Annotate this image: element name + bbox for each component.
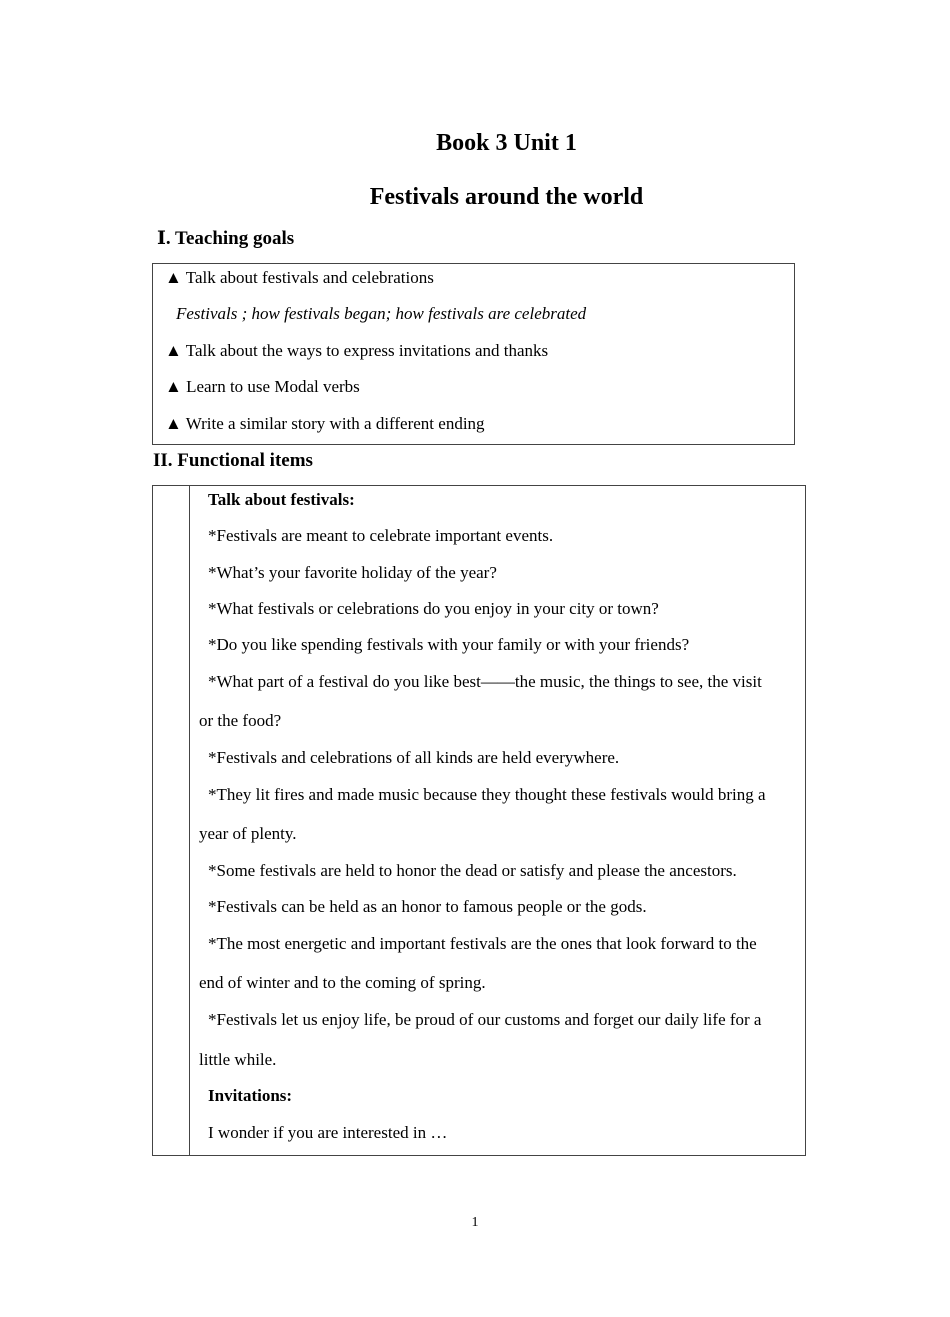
content-line: *What part of a festival do you like best——the music, the things to see, the visit bbox=[208, 672, 762, 691]
document-title: Book 3 Unit 1 bbox=[436, 130, 577, 156]
goal-item: ▲ Learn to use Modal verbs bbox=[165, 377, 360, 396]
content-line: *Some festivals are held to honor the dead or satisfy and please the ancestors. bbox=[208, 861, 737, 880]
content-line: I wonder if you are interested in … bbox=[208, 1123, 448, 1142]
functional-items-table bbox=[152, 485, 806, 1156]
content-line: year of plenty. bbox=[199, 824, 297, 843]
content-line: *They lit fires and made music because they thought these festivals would bring a bbox=[208, 785, 766, 804]
page-number: 1 bbox=[471, 1215, 479, 1230]
goal-item: ▲ Write a similar story with a different ending bbox=[165, 414, 485, 433]
content-line: *Festivals and celebrations of all kinds are held everywhere. bbox=[208, 748, 620, 767]
teaching-goals-box bbox=[152, 263, 795, 445]
content-line: little while. bbox=[199, 1050, 277, 1069]
content-line: *Festivals can be held as an honor to famous people or the gods. bbox=[208, 897, 647, 916]
subheading-talk-about-festivals: Talk about festivals: bbox=[208, 490, 355, 509]
content-line: end of winter and to the coming of spring. bbox=[199, 973, 486, 992]
section-heading-functional-items: II. Functional items bbox=[153, 450, 313, 471]
subheading-invitations: Invitations: bbox=[208, 1086, 293, 1105]
content-line: or the food? bbox=[199, 711, 282, 730]
table-column-divider bbox=[189, 486, 190, 1155]
section-heading-teaching-goals: Ⅰ. Teaching goals bbox=[157, 228, 295, 249]
content-line: *What’s your favorite holiday of the year? bbox=[208, 563, 497, 582]
content-line: *The most energetic and important festivals are the ones that look forward to the bbox=[208, 934, 757, 953]
content-line: *Festivals let us enjoy life, be proud of our customs and forget our daily life for a bbox=[208, 1010, 762, 1029]
document-subtitle: Festivals around the world bbox=[369, 184, 644, 210]
goal-item: ▲ Talk about festivals and celebrations bbox=[165, 268, 434, 287]
goal-item: ▲ Talk about the ways to express invitations and thanks bbox=[165, 341, 549, 360]
content-line: *What festivals or celebrations do you enjoy in your city or town? bbox=[208, 599, 659, 618]
content-line: *Festivals are meant to celebrate important events. bbox=[208, 526, 554, 545]
content-line: *Do you like spending festivals with your family or with your friends? bbox=[208, 635, 690, 654]
goal-subitem: Festivals ; how festivals began; how festivals are celebrated bbox=[176, 304, 587, 323]
